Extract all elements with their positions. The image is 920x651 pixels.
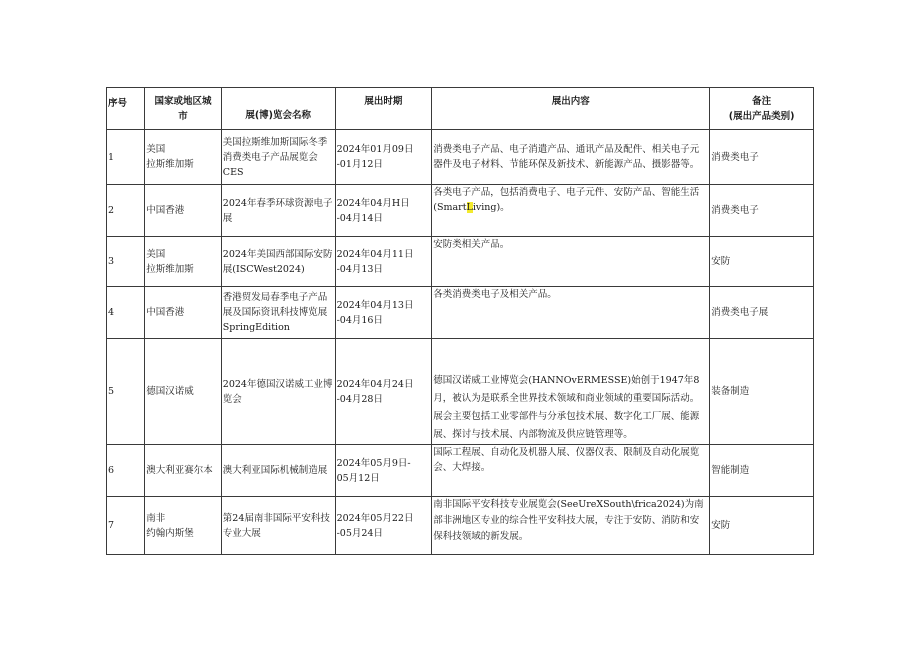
table-row <box>107 445 814 497</box>
row-name: 第24届南非国际平安科技专业大展 <box>221 497 335 555</box>
row-city: 德国汉诺威 <box>145 339 222 445</box>
header-date: 展出时期 <box>335 88 432 130</box>
table-row <box>107 287 814 339</box>
row-city: 中国香港 <box>145 287 222 339</box>
row-no: 1 <box>107 130 145 185</box>
row-content: 德国汉诺威工业博览会(HANNOvERMESSE)始创于1947年8月，被认为是联系全世界技术领域和商业领域的重要国际活动。展会主要包括工业零部件与分承包技术展、数字化工厂展、能源展、探讨与技术展、内部物流及供应链管理等。 <box>432 339 710 445</box>
row-city: 中国香港 <box>145 185 222 237</box>
table-row <box>107 237 814 287</box>
row-note: 装备制造 <box>710 339 814 445</box>
highlight-mark: L <box>466 202 473 213</box>
row-date: 2024年05月9日- 05月12日 <box>335 445 432 497</box>
header-city: 国家或地区城 市 <box>145 88 222 130</box>
table-row <box>107 185 814 237</box>
row-city: 澳大利亚赛尔本 <box>145 445 222 497</box>
header-no: 序号 <box>107 88 145 130</box>
row-no: 6 <box>107 445 145 497</box>
row-note: 消费类电子展 <box>710 287 814 339</box>
header-name: 展(博)览会名称 <box>221 88 335 130</box>
row-date: 2024年05月22日 -05月24日 <box>335 497 432 555</box>
row-name: 2024年春季环球资源电子展 <box>221 185 335 237</box>
row-content: 安防类相关产品。 <box>432 237 710 287</box>
row-date: 2024年04月13日 -04月16日 <box>335 287 432 339</box>
row-name: 美国拉斯维加斯国际冬季消费类电子产品展览会CES <box>221 130 335 185</box>
row-content: 各类电子产品，包括消费电子、电子元件、安防产品、智能生活(SmartLiving)。 <box>432 185 710 237</box>
exhibition-table <box>106 87 814 555</box>
table-row <box>107 497 814 555</box>
row-no: 3 <box>107 237 145 287</box>
header-row <box>107 88 814 130</box>
row-note: 安防 <box>710 497 814 555</box>
row-date: 2024年01月09日 -01月12日 <box>335 130 432 185</box>
row-city: 南非 约翰内斯堡 <box>145 497 222 555</box>
table-row <box>107 130 814 185</box>
row-name: 2024年德国汉诺威工业博览会 <box>221 339 335 445</box>
row-content: 消费类电子产品、电子消遣产品、通讯产品及配件、相关电子元器件及电子材料、节能环保及新技术、新能源产品、摄影器等。 <box>432 130 710 185</box>
row-note: 消费类电子 <box>710 185 814 237</box>
row-note: 消费类电子 <box>710 130 814 185</box>
row-no: 5 <box>107 339 145 445</box>
row-note: 安防 <box>710 237 814 287</box>
row-date: 2024年04月11日 -04月13日 <box>335 237 432 287</box>
row-date: 2024年04月24日 -04月28日 <box>335 339 432 445</box>
row-content: 各类消费类电子及相关产品。 <box>432 287 710 339</box>
row-note: 智能制造 <box>710 445 814 497</box>
row-name: 2024年美国西部国际安防展(ISCWest2024) <box>221 237 335 287</box>
table-row <box>107 339 814 445</box>
row-content: 南非国际平安科技专业展览会(SeeUreXSouth\frica2024)为南部非洲地区专业的综合性平安科技大展，专注于安防、消防和安保科技领域的新发展。 <box>432 497 710 555</box>
row-no: 7 <box>107 497 145 555</box>
row-date: 2024年04月H日 -04月14日 <box>335 185 432 237</box>
header-note: 备注 (展出产品类别) <box>710 88 814 130</box>
row-no: 4 <box>107 287 145 339</box>
row-content: 国际工程展、自动化及机器人展、仪器仪表、限制及自动化展览会、大焊接。 <box>432 445 710 497</box>
row-name: 香港贸发局春季电子产品展及国际资讯科技博览展SpringEdition <box>221 287 335 339</box>
row-city: 美国 拉斯维加斯 <box>145 237 222 287</box>
row-no: 2 <box>107 185 145 237</box>
row-city: 美国 拉斯维加斯 <box>145 130 222 185</box>
header-content: 展出内容 <box>432 88 710 130</box>
row-name: 澳大利亚国际机械制造展 <box>221 445 335 497</box>
